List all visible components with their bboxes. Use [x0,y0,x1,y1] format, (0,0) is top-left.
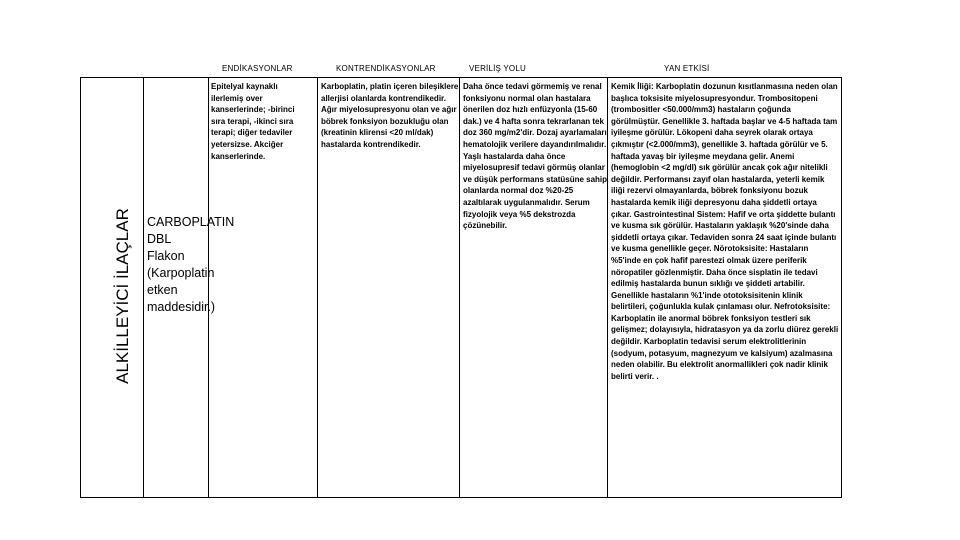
kontrendikasyonlar-cell: Karboplatin, platin içeren bileşiklere allerjisi olanlarda kontrendikedir. Ağır miyelosupresyonu olan ve ağır böbrek fonksiyon bozukluğu olan (kreatinin klirensi <20 ml/dak) hastalarda kontrendikedir. [321,82,459,149]
drug-table [80,77,842,498]
header-endikasyonlar: ENDİKASYONLAR [222,64,293,73]
column-divider [143,78,144,497]
verilis-yolu-cell: Daha önce tedavi görmemiş ve renal fonksiyonu normal olan hastalara önerilen doz hızlı enfüzyonla (15-60 dak.) ve 4 hafta sonra tekrarlanan tek doz 360 mg/m2'dir. Dozaj ayarlamaları hematolojik verilere dayandırılmalıdır. Yaşlı hastalarda daha önce miyelosupresif tedavi görmüş olanlar ve düşük performans statüsüne sahip olanlarda normal doz %20-25 azaltılarak uygulanmalıdır. Serum fizyolojik veya %5 dekstrozda çözünebilir. [463,82,608,231]
header-verilis-yolu: VERİLİŞ YOLU [469,64,526,73]
endikasyonlar-cell: Epitelyal kaynaklı ilerlemiş over kanserlerinde; -birinci sıra terapi, -ikinci sıra terapi; diğer tedaviler yetersizse. Akciğer kanserlerinde. [211,82,295,161]
column-divider [317,78,318,497]
yan-etkisi-cell: Kemik İliği: Karboplatin dozunun kısıtlanmasına neden olan başlıca toksisite miyelosupresyondur. Trombositopeni (trombositler <50.000/mm3) hastaların çoğunda görülmüştür. Genellikle 3. haftada başlar ve 4-5 haftada tam iyileşme görülür. Lökopeni daha seyrek olarak ortaya çıkmıştır (<2.000/mm3), genellikle 3. haftada görülür ve 5. haftada yavaş bir iyileşme meydana gelir. Anemi (hemoglobin <2 mg/dl) sık görülür ancak çok ağır nitelikli değildir. Performansı zayıf olan hastalarda, yeterli kemik iliği rezervi olmayanlarda, böbrek fonksiyonu bozuk hastalarda kemik iliği depresyonu daha şiddetli ortaya çıkar. Gastrointestinal Sistem: Hafif ve orta şiddette bulantı ve kusma sık görülür. Hastaların yaklaşık %20'sinde daha şiddetli ortaya çıkar. Tedaviden sonra 24 saat içinde bulantı ve kusma genellikle geçer. Nörotoksisite: Hastaların %5'inde en çok hafif parestezi olmak üzere periferik nöropatiler gözlenmiştir. Daha önce sisplatin ile tedavi edilmiş hastalarda bunun sıklığı ve şiddeti artabilir. Genellikle hastaların %1'inde ototoksisitenin klinik belirtileri, çoğunlukla kulak çınlaması olur. Nefrotoksisite: Karboplatin ile anormal böbrek fonksiyon testleri sık gelişmez; dolayısıyla, hidratasyon ya da zorlu diürez gerekli değildir. Karboplatin tedavisi serum elektrolitlerinin (sodyum, potasyum, magnezyum ve kalsiyum) azalmasına neden olabilir. Bu elektrolit anormallikleri çok nadir klinik belirti verir. . [611,82,839,381]
header-kontrendikasyonlar: KONTRENDİKASYONLAR [336,64,436,73]
column-divider [459,78,460,497]
group-label: ALKİLLEYİCİ İLAÇLAR [113,208,132,384]
header-yan-etkisi: YAN ETKİSİ [664,64,710,73]
drug-name: CARBOPLATIN DBL Flakon (Karpoplatin etken maddesidir.) [147,215,235,314]
